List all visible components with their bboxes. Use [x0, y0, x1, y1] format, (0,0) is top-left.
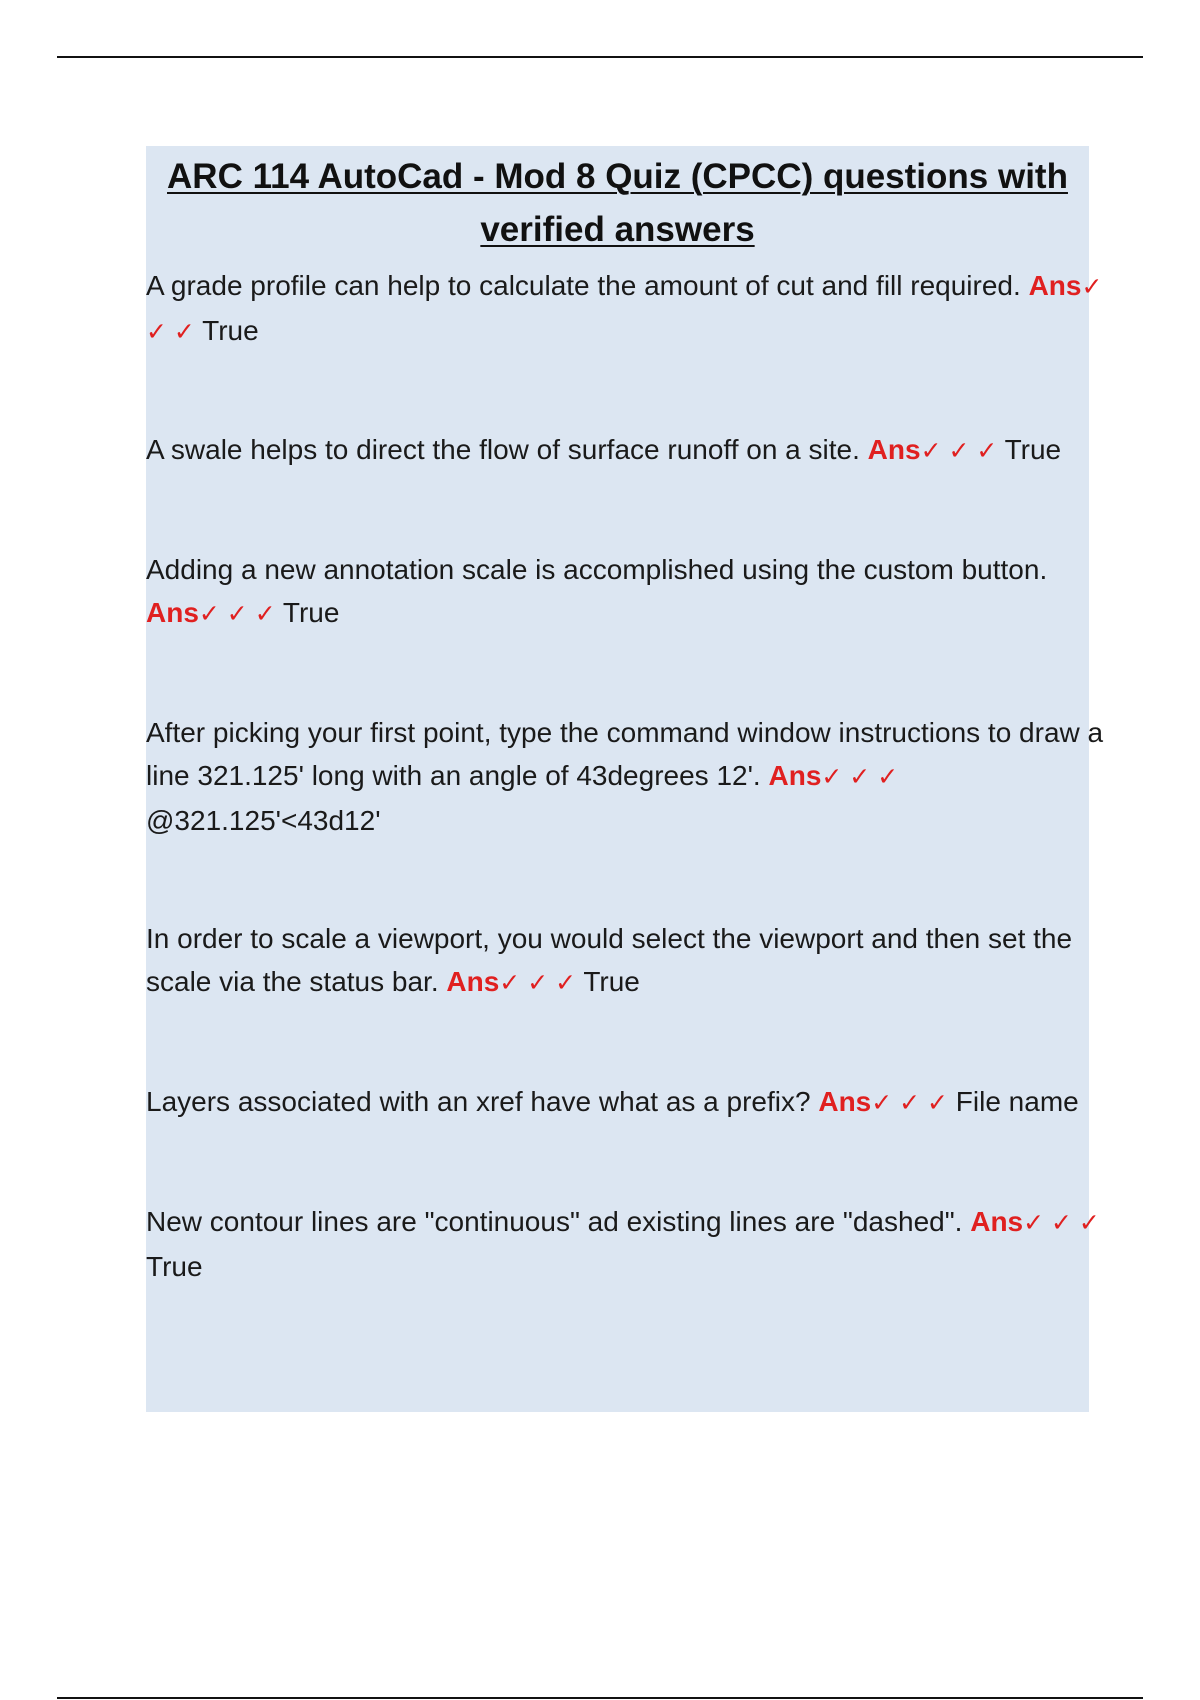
check-marks: ✓ ✓ ✓ — [871, 1089, 948, 1117]
document-title: ARC 114 AutoCad - Mod 8 Quiz (CPCC) questions with verified answers — [167, 157, 1068, 249]
answer-label: Ans — [867, 434, 921, 465]
answer-text: File name — [955, 1086, 1079, 1117]
check-marks: ✓ ✓ ✓ — [1023, 1209, 1100, 1237]
answer-label: Ans — [446, 966, 500, 997]
question-text: Adding a new annotation scale is accomplished using the custom button. — [146, 554, 1048, 585]
answer-label: Ans — [818, 1086, 872, 1117]
check-marks: ✓ ✓ ✓ — [198, 600, 276, 628]
bottom-rule — [57, 1697, 1143, 1699]
qa-item — [146, 548, 1106, 636]
top-rule — [57, 56, 1143, 58]
question-text: New contour lines are "continuous" ad existing lines are "dashed". — [146, 1206, 963, 1237]
question-text: After picking your first point, type the command window instructions to draw a line 321.125' long with an angle of 43degrees 12'. — [146, 717, 1104, 791]
qa-item — [146, 1200, 1106, 1288]
check-marks: ✓ ✓ ✓ — [821, 763, 899, 791]
question-text: A grade profile can help to calculate the amount of cut and fill required. — [146, 270, 1021, 301]
answer-label: Ans — [1028, 270, 1082, 301]
question-text: In order to scale a viewport, you would select the viewport and then set the scale via the status bar. — [146, 923, 1073, 997]
answer-text: True — [1004, 434, 1062, 465]
check-marks: ✓ ✓ ✓ — [920, 437, 998, 465]
answer-text: @321.125'<43d12' — [146, 805, 381, 836]
answer-label: Ans — [768, 760, 822, 791]
check-marks: ✓ ✓ ✓ — [499, 969, 577, 997]
qa-item — [146, 1080, 1106, 1125]
qa-item — [146, 917, 1106, 1005]
question-text: A swale helps to direct the flow of surface runoff on a site. — [146, 434, 860, 465]
qa-item — [146, 264, 1106, 354]
answer-label: Ans — [146, 597, 199, 628]
question-text: Layers associated with an xref have what as a prefix? — [146, 1086, 811, 1117]
answer-text: True — [583, 966, 640, 997]
qa-list — [146, 264, 1106, 1363]
qa-item — [146, 428, 1106, 473]
answer-label: Ans — [970, 1206, 1024, 1237]
answer-text: True — [202, 315, 259, 346]
check-marks: ✓ ✓ ✓ — [146, 273, 1103, 346]
answer-text: True — [282, 597, 340, 628]
answer-text: True — [146, 1251, 203, 1282]
quiz-content — [146, 146, 1104, 1412]
qa-item — [146, 711, 1106, 842]
